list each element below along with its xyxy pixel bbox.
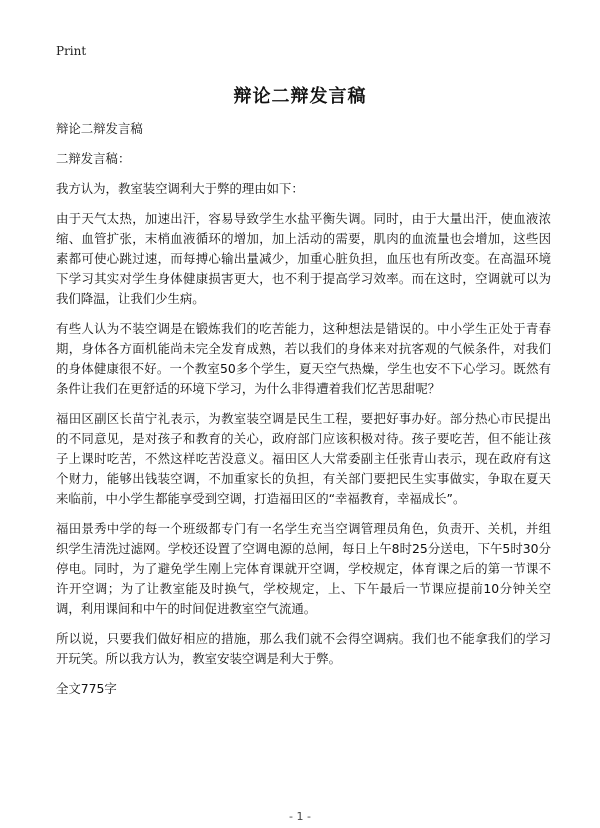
salutation: 二辩发言稿： — [56, 151, 131, 166]
paragraph-3: 福田区副区长苗宁礼表示，为教室装空调是民生工程，要把好事办好。部分热心市民提出的不同意见，是对孩子和教育的关心，政府部门应该积极对待。孩子要吃苦，但不能让孩子上课时吃苦，不然这样吃苦没意义。福田区人大常委副主任张青山表示，现在政府有这个财力，能够出钱装空调，不加重家长的负担，有关部门要把民生实事做实，争取在夏天来临前，中小学生都能享受到空调，打造福田区的“幸福教育，幸福成长”。 — [56, 411, 551, 506]
intro-line: 我方认为，教室装空调利大于弊的理由如下： — [56, 181, 304, 196]
paragraph-5: 所以说，只要我们做好相应的措施，那么我们就不会得空调病。我们也不能拿我们的学习开玩笑。所以我方认为，教室安装空调是利大于弊。 — [56, 631, 551, 666]
paragraph-4: 福田景秀中学的每一个班级都专门有一名学生充当空调管理员角色，负责开、关机，并组织学生清洗过滤网。学校还设置了空调电源的总闸，每日上午8时25分送电，下午5时30分停电。同时，为了避免学生刚上完体育课就开空调，学校规定，体育课之后的第一节课不许开空调；为了让教室能及时换气，学校规定，上、下午最后一节课应提前10分钟关空调，利用课间和中午的时间促进教室空气流通。 — [56, 521, 551, 616]
paragraph-2: 有些人认为不装空调是在锻炼我们的吃苦能力，这种想法是错误的。中小学生正处于青春期，身体各方面机能尚未完全发育成熟，若以我们的身体来对抗客观的气候条件，对我们的身体健康很不好。一个教室50多个学生，夏天空气热燥，学生也安不下心学习。既然有条件让我们在更舒适的环境下学习，为什么非得遭着我们忆苦思甜呢？ — [56, 321, 551, 396]
document-body — [56, 119, 551, 709]
page-footer: - 1 - — [289, 810, 311, 823]
word-count: 全文775字 — [56, 681, 117, 696]
paragraph-1: 由于天气太热，加速出汗，容易导致学生水盐平衡失调。同时，由于大量出汗，使血液浓缩、血管扩张，末梢血液循环的增加，加上活动的需要，肌肉的血流量也会增加，这些因素都可使心跳过速，而每搏心输出量减少，加重心脏负担，血压也有所改变。在高温环境下学习其实对学生身体健康损害更大，也不利于提高学习效率。而在这时，空调就可以为我们降温，让我们少生病。 — [56, 211, 551, 306]
document-subtitle: 辩论二辩发言稿 — [56, 121, 143, 136]
print-link[interactable]: Print — [56, 44, 87, 58]
page-title: 辩论二辩发言稿 — [233, 86, 367, 107]
